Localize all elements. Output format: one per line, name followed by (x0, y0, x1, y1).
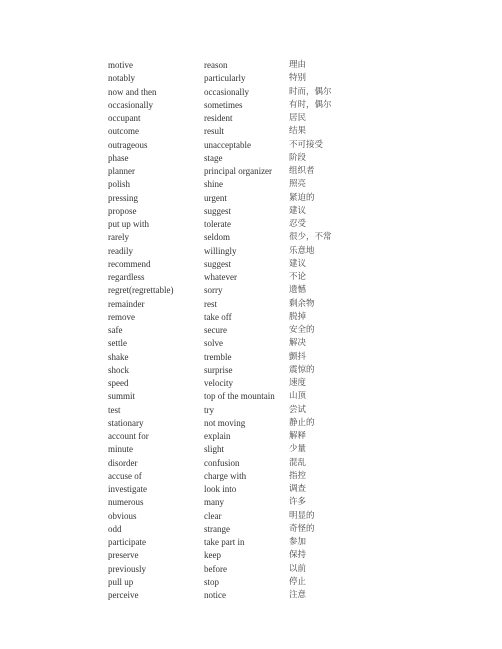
vocab-row (108, 311, 368, 324)
vocab-word: outcome (108, 126, 139, 137)
vocab-row (108, 549, 368, 562)
vocab-row (108, 165, 368, 178)
vocab-row (108, 298, 368, 311)
vocab-word: occupant (108, 113, 141, 123)
vocab-synonym: notice (204, 590, 226, 600)
vocab-synonym: whatever (204, 272, 237, 282)
vocab-row (108, 523, 368, 536)
vocab-word: propose (108, 205, 137, 216)
vocab-translation: 有时，偶尔 (289, 99, 332, 110)
vocab-word: now and then (108, 86, 157, 97)
vocab-synonym: try (204, 404, 214, 415)
vocab-synonym: explain (204, 431, 231, 441)
vocab-word: obvious (108, 510, 137, 521)
vocab-translation: 脱掉 (289, 311, 307, 322)
vocab-word: outrageous (108, 139, 148, 150)
vocab-row (108, 125, 368, 138)
vocab-synonym: strange (204, 523, 230, 534)
vocab-word: shake (108, 351, 129, 362)
vocab-row (108, 404, 368, 417)
vocab-synonym: slight (204, 444, 225, 455)
vocab-synonym: shine (204, 179, 223, 190)
vocab-word: disorder (108, 457, 138, 468)
vocab-translation: 组织者 (289, 166, 315, 176)
vocab-translation: 照亮 (289, 179, 307, 190)
vocab-word: phase (108, 152, 129, 163)
vocab-synonym: surprise (204, 364, 233, 375)
vocab-translation: 特别 (289, 73, 307, 84)
vocab-translation: 建议 (289, 258, 307, 269)
vocab-row (108, 510, 368, 523)
vocab-translation: 调查 (289, 484, 307, 494)
vocab-word: notably (108, 73, 135, 84)
vocab-synonym: take off (204, 311, 232, 322)
vocab-synonym: before (204, 563, 227, 574)
vocab-row (108, 99, 368, 112)
vocab-word: previously (108, 563, 146, 574)
vocab-translation: 奇怪的 (289, 523, 315, 534)
vocab-word: shock (108, 364, 129, 375)
vocab-synonym: top of the mountain (204, 391, 275, 402)
vocab-translation: 停止 (289, 576, 307, 587)
vocab-synonym: rest (204, 298, 217, 309)
vocab-translation: 时而，偶尔 (289, 86, 332, 97)
vocab-row (108, 231, 368, 244)
vocab-row (108, 377, 368, 390)
vocab-row (108, 457, 368, 470)
vocab-word: pressing (108, 192, 138, 203)
vocab-row (108, 364, 368, 377)
vocab-row (108, 589, 368, 602)
vocab-row (108, 324, 368, 337)
vocab-translation: 颤抖 (289, 351, 307, 362)
vocab-row (108, 178, 368, 191)
vocab-word: odd (108, 523, 122, 534)
vocab-synonym: confusion (204, 457, 240, 468)
vocab-word: remainder (108, 298, 145, 309)
vocab-row (108, 430, 368, 443)
vocab-synonym: suggest (204, 205, 231, 216)
vocab-synonym: secure (204, 325, 227, 335)
vocab-word: polish (108, 179, 131, 190)
vocab-word: summit (108, 391, 136, 402)
vocab-row (108, 443, 368, 456)
vocab-translation: 注意 (289, 590, 307, 600)
vocab-synonym: willingly (204, 245, 237, 256)
vocab-synonym: resident (204, 113, 233, 123)
vocab-synonym: urgent (204, 192, 227, 203)
vocab-row (108, 152, 368, 165)
vocab-row (108, 86, 368, 99)
vocab-row (108, 284, 368, 297)
vocab-synonym: keep (204, 550, 221, 561)
vocab-synonym: suggest (204, 258, 231, 269)
vocab-word: minute (108, 444, 133, 455)
vocab-row (108, 496, 368, 509)
vocab-row (108, 112, 368, 125)
vocab-translation: 阶段 (289, 152, 307, 163)
vocab-translation: 明显的 (289, 510, 315, 521)
vocab-word: speed (108, 378, 129, 388)
vocab-row (108, 271, 368, 284)
vocab-word: occasionally (108, 99, 153, 110)
vocab-translation: 剩余物 (289, 298, 315, 309)
vocab-synonym: occasionally (204, 86, 249, 97)
vocab-translation: 乐意地 (289, 245, 315, 256)
vocab-word: test (108, 404, 121, 415)
vocab-synonym: not moving (204, 417, 246, 428)
vocab-translation: 少量 (289, 444, 307, 455)
vocab-translation: 忍受 (289, 219, 307, 229)
vocab-row (108, 536, 368, 549)
vocab-synonym: velocity (204, 378, 233, 388)
vocab-translation: 解释 (289, 431, 307, 441)
vocab-synonym: stage (204, 152, 223, 163)
vocab-translation: 理由 (289, 60, 307, 70)
vocab-word: numerous (108, 497, 144, 508)
vocab-translation: 许多 (289, 497, 307, 508)
vocab-synonym: seldom (204, 232, 230, 243)
vocab-synonym: result (204, 126, 224, 137)
vocab-word: perceive (108, 590, 139, 600)
vocab-translation: 解决 (289, 338, 307, 349)
vocab-synonym: solve (204, 338, 223, 349)
vocab-word: settle (108, 338, 127, 349)
vocab-row (108, 192, 368, 205)
vocab-translation: 以前 (289, 563, 307, 574)
vocab-word: recommend (108, 258, 151, 269)
vocab-row (108, 59, 368, 72)
vocab-synonym: sometimes (204, 99, 243, 110)
vocab-word: put up with (108, 219, 150, 229)
vocab-translation: 保持 (289, 550, 307, 561)
vocab-translation: 遗憾 (289, 285, 307, 296)
vocab-word: stationary (108, 417, 144, 428)
vocab-row (108, 218, 368, 231)
vocab-translation: 建议 (289, 205, 307, 216)
vocab-word: regret(regrettable) (108, 285, 174, 296)
vocab-row (108, 258, 368, 271)
vocab-word: regardless (108, 272, 145, 282)
vocab-translation: 山顶 (289, 391, 307, 402)
vocabulary-list (108, 59, 368, 602)
vocab-synonym: reason (204, 60, 228, 70)
vocab-translation: 指控 (289, 470, 307, 481)
vocab-translation: 尝试 (289, 404, 307, 415)
vocab-translation: 不论 (289, 272, 307, 282)
vocab-translation: 安全的 (289, 325, 315, 335)
vocab-word: readily (108, 245, 133, 256)
vocab-synonym: look into (204, 484, 237, 494)
vocab-row (108, 139, 368, 152)
vocab-row (108, 205, 368, 218)
vocab-translation: 速度 (289, 378, 307, 388)
vocab-translation: 居民 (289, 113, 307, 123)
vocab-synonym: unacceptable (204, 139, 251, 150)
vocab-translation: 不可接受 (289, 139, 324, 150)
vocab-synonym: charge with (204, 470, 247, 481)
vocab-row (108, 390, 368, 403)
vocab-word: participate (108, 537, 146, 547)
vocab-synonym: tolerate (204, 219, 231, 229)
vocab-synonym: principal organizer (204, 166, 273, 176)
vocab-word: preserve (108, 550, 139, 561)
vocab-translation: 参加 (289, 537, 307, 547)
vocab-synonym: tremble (204, 351, 232, 362)
vocab-row (108, 245, 368, 258)
vocab-row (108, 417, 368, 430)
vocab-translation: 紧迫的 (289, 192, 315, 203)
vocab-word: remove (108, 311, 135, 322)
vocab-translation: 震惊的 (289, 364, 315, 375)
vocab-word: rarely (108, 232, 129, 243)
vocab-translation: 混乱 (289, 457, 307, 468)
vocab-row (108, 576, 368, 589)
vocab-translation: 很少，不常 (289, 232, 332, 243)
vocab-word: motive (108, 60, 133, 70)
vocab-translation: 结果 (289, 126, 307, 137)
vocab-synonym: stop (204, 576, 220, 587)
vocab-synonym: take part in (204, 537, 245, 547)
vocab-word: pull up (108, 576, 134, 587)
vocab-translation: 静止的 (289, 417, 315, 428)
vocab-row (108, 483, 368, 496)
vocab-synonym: particularly (204, 73, 246, 84)
vocab-synonym: clear (204, 510, 222, 521)
vocab-word: planner (108, 166, 135, 176)
vocab-synonym: many (204, 497, 224, 508)
vocab-row (108, 337, 368, 350)
vocab-word: accuse of (108, 470, 142, 481)
vocab-word: investigate (108, 484, 147, 494)
vocab-word: safe (108, 325, 123, 335)
vocab-row (108, 470, 368, 483)
vocab-word: account for (108, 431, 149, 441)
vocab-row (108, 72, 368, 85)
vocab-row (108, 563, 368, 576)
vocab-row (108, 351, 368, 364)
vocab-synonym: sorry (204, 285, 223, 296)
